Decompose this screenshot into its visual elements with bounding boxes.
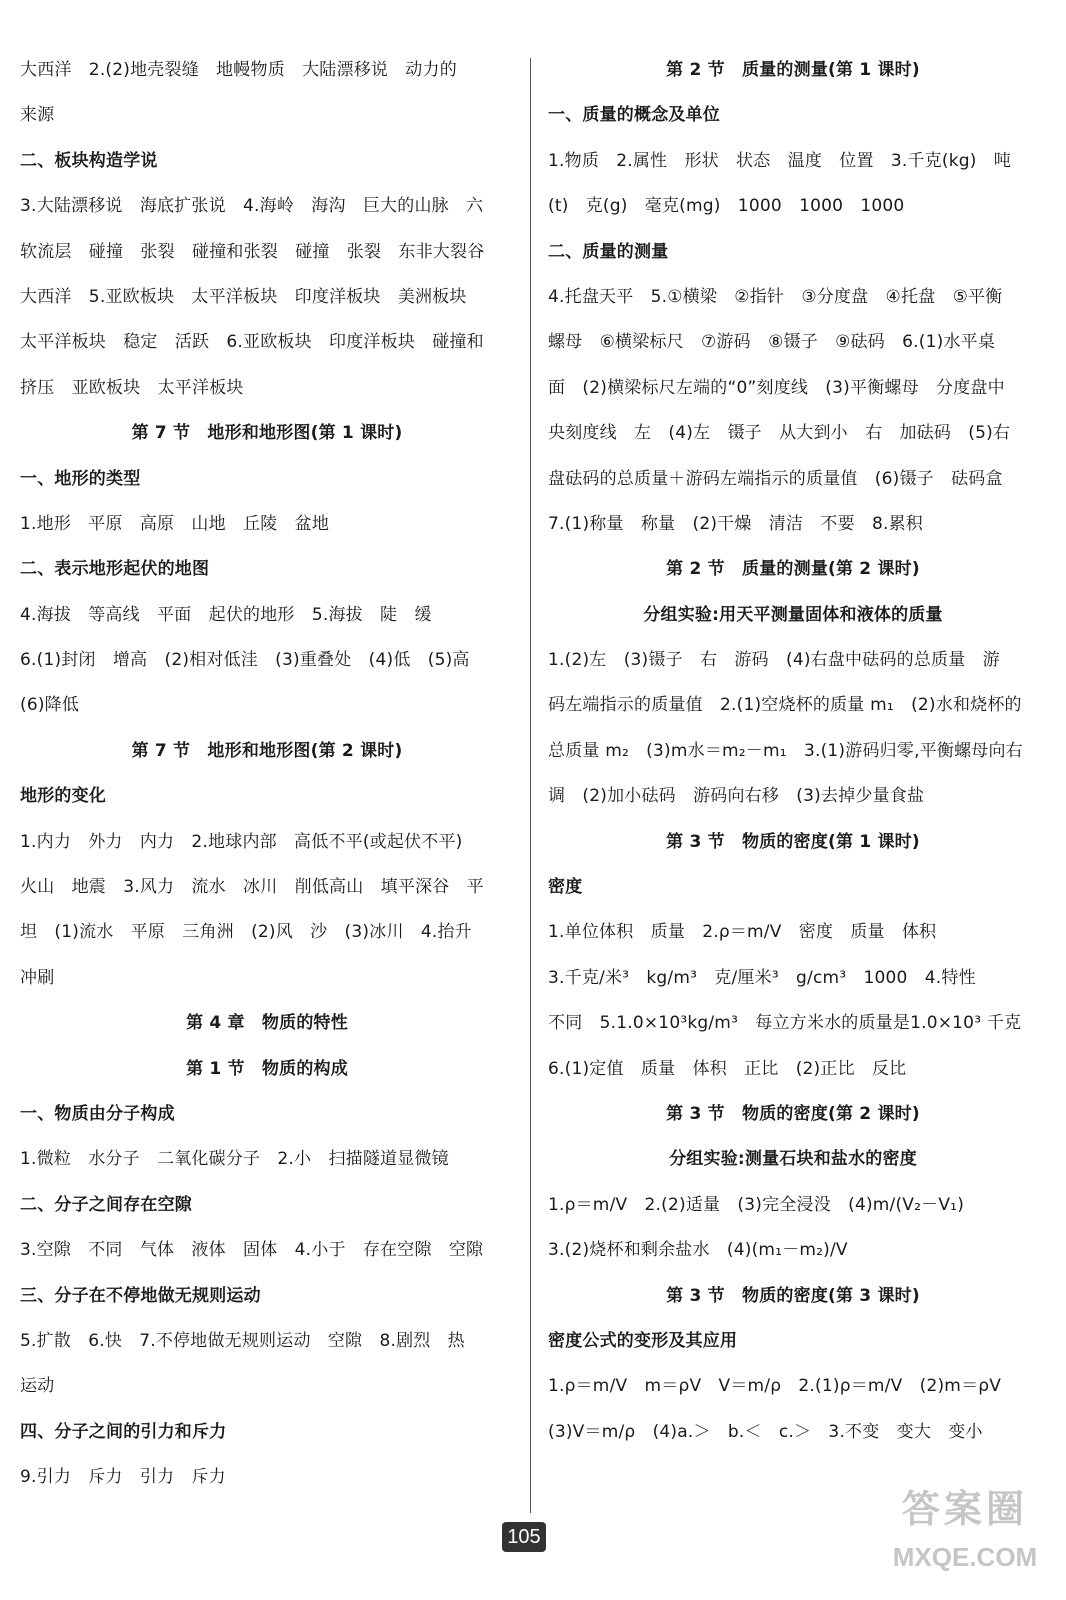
answer-line: 4.海拔 等高线 平面 起伏的地形 5.海拔 陡 缓	[20, 604, 432, 625]
left-column	[20, 48, 514, 1501]
answer-line: (6)降低	[20, 695, 80, 716]
answer-line: 1.微粒 水分子 二氧化碳分子 2.小 扫描隧道显微镜	[20, 1149, 449, 1170]
answer-line: 大西洋 5.亚欧板块 太平洋板块 印度洋板块 美洲板块	[20, 286, 467, 307]
watermark	[870, 1478, 1060, 1588]
answer-line: 运动	[20, 1376, 55, 1397]
answer-line: (3)V＝m/ρ (4)a.＞ b.＜ c.＞ 3.不变 变大 变小	[548, 1421, 983, 1442]
answer-line: 来源	[20, 105, 55, 126]
answer-line: 冲刷	[20, 967, 55, 988]
section-heading: 密度	[548, 877, 583, 898]
lesson-title: 第 3 节 物质的密度(第 3 课时)	[666, 1285, 920, 1306]
page-number: 105	[502, 1522, 546, 1552]
lesson-title: 分组实验:用天平测量固体和液体的质量	[643, 604, 943, 625]
section-heading: 一、质量的概念及单位	[548, 105, 720, 126]
answer-line: 1.物质 2.属性 形状 状态 温度 位置 3.千克(kg) 吨	[548, 150, 1011, 171]
answer-line: 1.ρ＝m/V m＝ρV V＝m/ρ 2.(1)ρ＝m/V (2)m＝ρV	[548, 1376, 1002, 1397]
answer-line: 面 (2)横梁标尺左端的“0”刻度线 (3)平衡螺母 分度盘中	[548, 377, 1005, 398]
answer-line: 码左端指示的质量值 2.(1)空烧杯的质量 m₁ (2)水和烧杯的	[548, 695, 1022, 716]
answer-line: (t) 克(g) 毫克(mg) 1000 1000 1000	[548, 196, 905, 217]
answer-line: 软流层 碰撞 张裂 碰撞和张裂 碰撞 张裂 东非大裂谷	[20, 241, 485, 262]
answer-line: 不同 5.1.0×10³kg/m³ 每立方米水的质量是1.0×10³ 千克	[548, 1013, 1022, 1034]
answer-line: 3.空隙 不同 气体 液体 固体 4.小于 存在空隙 空隙	[20, 1240, 484, 1261]
answer-line: 3.千克/米³ kg/m³ 克/厘米³ g/cm³ 1000 4.特性	[548, 967, 976, 988]
answer-line: 6.(1)定值 质量 体积 正比 (2)正比 反比	[548, 1058, 907, 1079]
lesson-title: 第 7 节 地形和地形图(第 1 课时)	[131, 423, 403, 444]
answer-line: 7.(1)称量 称量 (2)干燥 清洁 不要 8.累积	[548, 513, 923, 534]
lesson-title: 第 4 章 物质的特性	[186, 1013, 348, 1034]
lesson-title: 第 3 节 物质的密度(第 1 课时)	[666, 831, 920, 852]
answer-line: 火山 地震 3.风力 流水 冰川 削低高山 填平深谷 平	[20, 877, 484, 898]
answer-line: 调 (2)加小砝码 游码向右移 (3)去掉少量食盐	[548, 786, 925, 807]
answer-line: 大西洋 2.(2)地壳裂缝 地幔物质 大陆漂移说 动力的	[20, 60, 457, 80]
answer-line: 螺母 ⑥横梁标尺 ⑦游码 ⑧镊子 ⑨砝码 6.(1)水平桌	[548, 332, 996, 353]
watermark-logo: 答案圈	[901, 1489, 1028, 1531]
answer-line: 3.大陆漂移说 海底扩张说 4.海岭 海沟 巨大的山脉 六	[20, 196, 484, 217]
answer-line: 5.扩散 6.快 7.不停地做无规则运动 空隙 8.剧烈 热	[20, 1330, 465, 1351]
answer-line: 3.(2)烧杯和剩余盐水 (4)(m₁－m₂)/V	[548, 1240, 848, 1261]
answer-line: 挤压 亚欧板块 太平洋板块	[20, 377, 244, 398]
lesson-title: 第 1 节 物质的构成	[186, 1058, 348, 1079]
answer-line: 总质量 m₂ (3)m水＝m₂－m₁ 3.(1)游码归零,平衡螺母向右	[548, 740, 1023, 761]
answer-line: 1.(2)左 (3)镊子 右 游码 (4)右盘中砝码的总质量 游	[548, 650, 1000, 671]
answer-line: 1.内力 外力 内力 2.地球内部 高低不平(或起伏不平)	[20, 831, 463, 852]
answer-line: 9.引力 斥力 引力 斥力	[20, 1467, 226, 1488]
answer-line: 4.托盘天平 5.①横梁 ②指针 ③分度盘 ④托盘 ⑤平衡	[548, 286, 1003, 307]
answer-line: 坦 (1)流水 平原 三角洲 (2)风 沙 (3)冰川 4.抬升	[20, 922, 472, 943]
lesson-title: 第 3 节 物质的密度(第 2 课时)	[666, 1103, 920, 1124]
section-heading: 三、分子在不停地做无规则运动	[20, 1285, 261, 1306]
answer-line: 太平洋板块 稳定 活跃 6.亚欧板块 印度洋板块 碰撞和	[20, 332, 484, 353]
section-heading: 一、地形的类型	[20, 468, 141, 489]
lesson-title: 分组实验:测量石块和盐水的密度	[669, 1149, 917, 1170]
section-heading: 二、分子之间存在空隙	[20, 1194, 192, 1215]
watermark-url: MXQE.COM	[892, 1542, 1038, 1572]
answer-line: 6.(1)封闭 增高 (2)相对低洼 (3)重叠处 (4)低 (5)高	[20, 650, 470, 671]
section-heading: 一、物质由分子构成	[20, 1103, 175, 1124]
lesson-title: 第 7 节 地形和地形图(第 2 课时)	[131, 740, 403, 761]
section-heading: 地形的变化	[20, 786, 106, 807]
section-heading: 二、质量的测量	[548, 241, 669, 262]
answer-line: 央刻度线 左 (4)左 镊子 从大到小 右 加砝码 (5)右	[548, 423, 1011, 444]
answer-line: 盘砝码的总质量＋游码左端指示的质量值 (6)镊子 砝码盒	[548, 468, 1003, 489]
answer-line: 1.ρ＝m/V 2.(2)适量 (3)完全浸没 (4)m/(V₂－V₁)	[548, 1194, 965, 1215]
column-divider	[530, 58, 531, 1513]
answer-line: 1.地形 平原 高原 山地 丘陵 盆地	[20, 513, 330, 534]
section-heading: 二、板块构造学说	[20, 150, 158, 171]
section-heading: 密度公式的变形及其应用	[548, 1330, 738, 1351]
right-column	[548, 48, 1038, 1455]
answer-line: 1.单位体积 质量 2.ρ＝m/V 密度 质量 体积	[548, 922, 937, 943]
lesson-title: 第 2 节 质量的测量(第 1 课时)	[666, 60, 920, 80]
section-heading: 四、分子之间的引力和斥力	[20, 1421, 227, 1442]
lesson-title: 第 2 节 质量的测量(第 2 课时)	[666, 559, 920, 580]
section-heading: 二、表示地形起伏的地图	[20, 559, 210, 580]
